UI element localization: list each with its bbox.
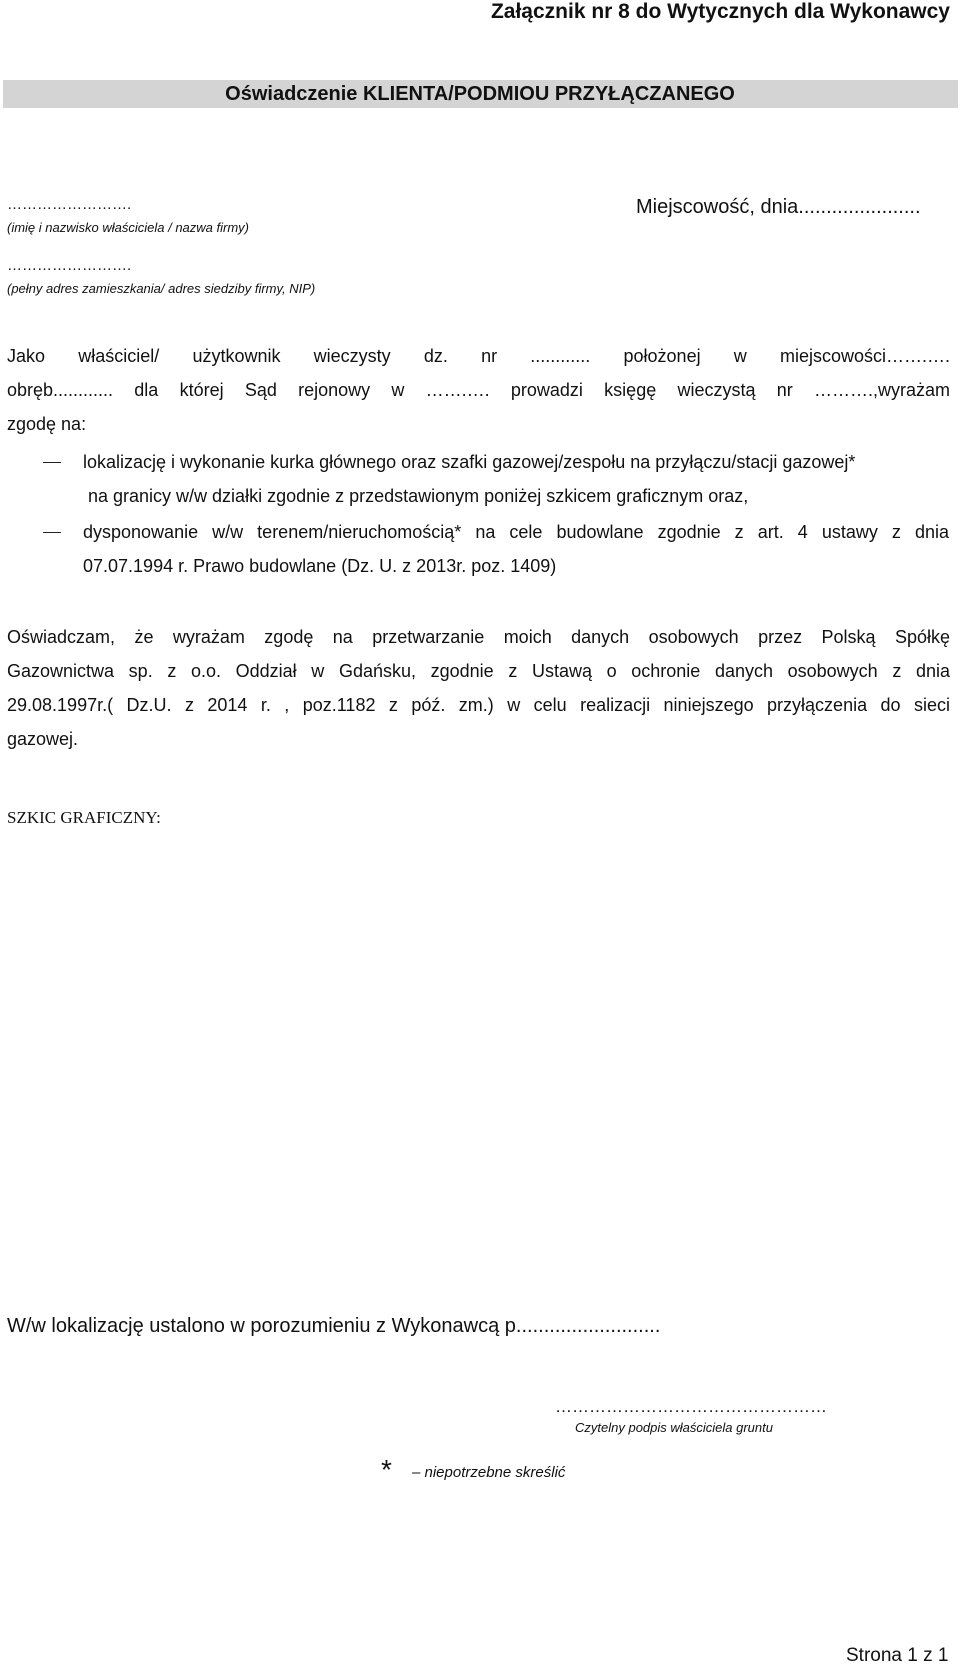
para1-line3: zgodę na:: [7, 414, 87, 434]
client-name-hint: (imię i nazwisko właściciela / nazwa firmy): [7, 220, 249, 235]
consent-line1: Oświadczam, że wyrażam zgodę na przetwarzanie moich danych osobowych przez Polską Spółkę: [7, 627, 950, 647]
consent-line4: gazowej.: [7, 729, 79, 749]
place-date: Miejscowość, dnia......................: [636, 196, 921, 218]
consent-line3: 29.08.1997r.( Dz.U. z 2014 r. , poz.1182 z póź. zm.) w celu realizacji niniejszego przyłączenia do sieci: [7, 695, 950, 715]
signature-label: Czytelny podpis właściciela gruntu: [575, 1420, 773, 1435]
consent-line2: Gazownictwa sp. z o.o. Oddział w Gdańsku, zgodnie z Ustawą o ochronie danych osobowych z dnia: [7, 661, 950, 681]
client-address-hint: (pełny adres zamieszkania/ adres siedziby firmy, NIP): [7, 281, 316, 296]
item2-line1: dysponowanie w/w terenem/nieruchomością* na cele budowlane zgodnie z art. 4 ustawy z dnia: [83, 522, 949, 542]
page-number: Strona 1 z 1: [846, 1645, 949, 1666]
agreed-with-contractor: W/w lokalizację ustalono w porozumieniu z Wykonawcą p..........................: [7, 1315, 661, 1337]
document-title: Oświadczenie KLIENTA/PODMIOU PRZYŁĄCZANEGO: [225, 83, 735, 105]
strike-note: – niepotrzebne skreślić: [412, 1464, 566, 1481]
item1-line2: na granicy w/w działki zgodnie z przedstawionym poniżej szkicem graficznym oraz,: [88, 486, 749, 506]
bullet-dash-2: [43, 532, 61, 533]
client-address-dots: …………………….: [7, 257, 132, 274]
client-name-dots: …………………….: [7, 196, 132, 213]
footnote-star: *: [381, 1454, 392, 1485]
item1-line1: lokalizację i wykonanie kurka głównego oraz szafki gazowej/zespołu na przyłączu/stacji gazowej*: [83, 452, 856, 472]
sketch-label: SZKIC GRAFICZNY:: [7, 808, 161, 827]
bullet-dash-1: [43, 462, 61, 463]
annex-header: Załącznik nr 8 do Wytycznych dla Wykonawcy: [490, 0, 950, 23]
para1-line2: obręb............ dla której Sąd rejonowy w …….…. prowadzi księgę wieczystą nr ……….,wyrażam: [7, 380, 950, 400]
para1-line1: Jako właściciel/ użytkownik wieczysty dz. nr ............ położonej w miejscowości…….….: [7, 346, 950, 366]
item2-line2: 07.07.1994 r. Prawo budowlane (Dz. U. z 2013r. poz. 1409): [83, 556, 557, 576]
signature-dots: …………………………………………: [555, 1397, 827, 1416]
